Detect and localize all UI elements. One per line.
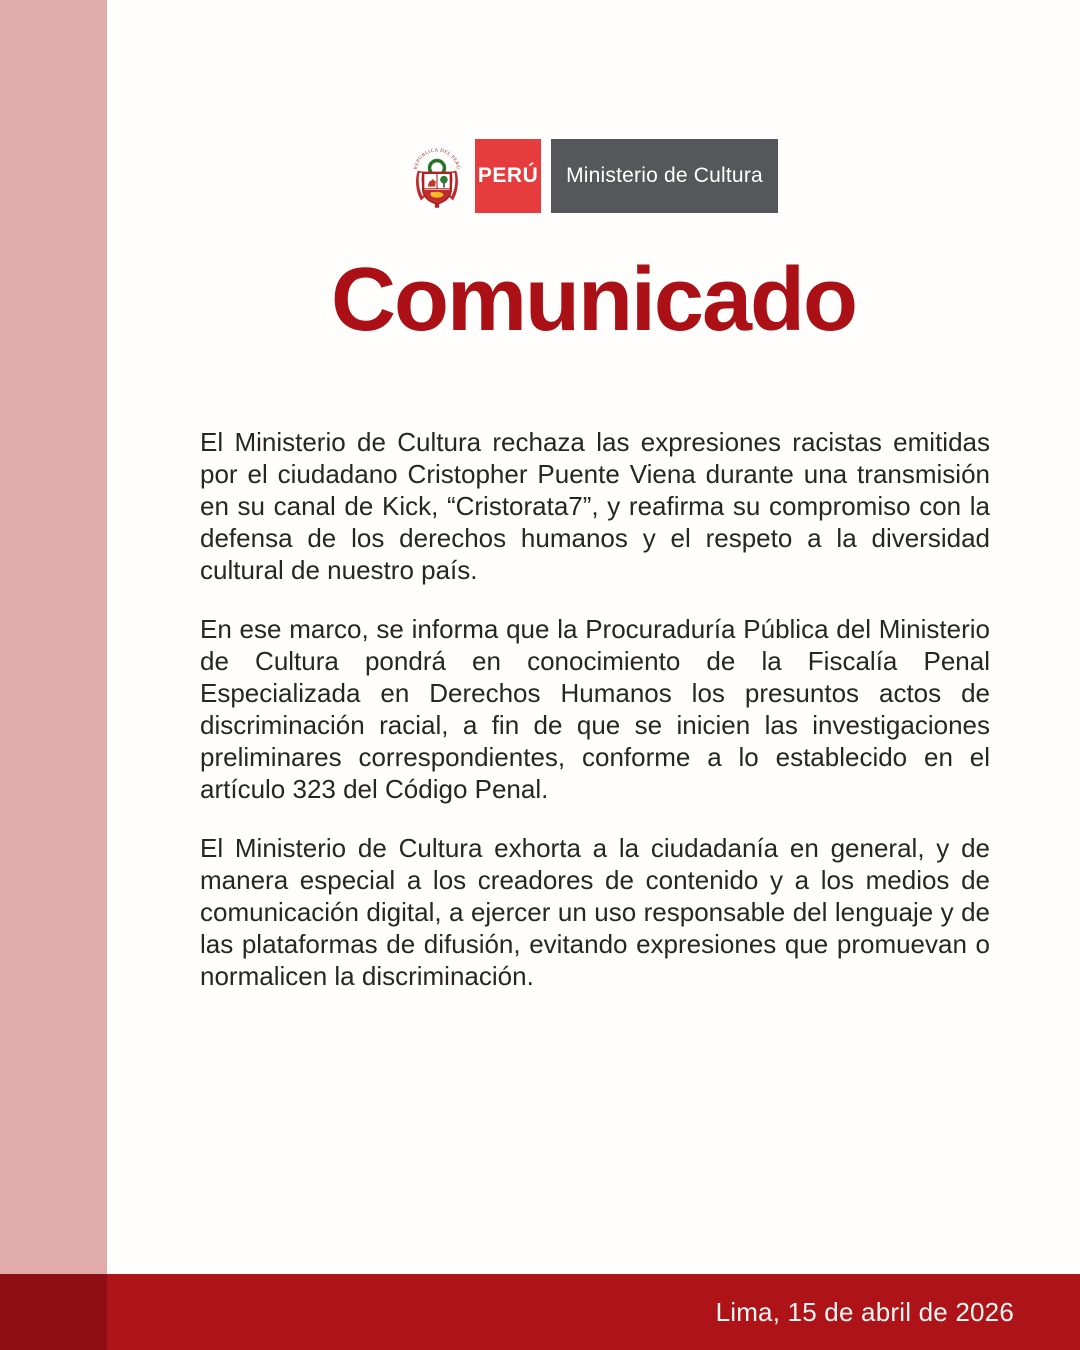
quina-tree [440, 176, 448, 184]
ministry-name: Ministerio de Cultura [551, 139, 778, 213]
footer-accent-square [0, 1274, 107, 1350]
left-accent-bar [0, 0, 107, 1274]
footer-bar [0, 1274, 1080, 1350]
communique-body [200, 426, 990, 1019]
dateline: Lima, 15 de abril de 2026 [715, 1296, 1014, 1327]
page-title: Comunicado [330, 250, 856, 350]
paragraph-3: El Ministerio de Cultura exhorta a la ciudadanía en general, y de manera especial a los creadores de contenido y a los medios de comunicación digital, a ejercer un uso responsable del lenguaje y de las plataformas de difusión, evitando expresiones que promuevan o normalicen la discriminación. [200, 833, 990, 991]
knot [435, 204, 439, 208]
peru-wordmark: PERÚ [475, 139, 541, 213]
ministry-logo [107, 139, 1080, 213]
peru-coat-of-arms-icon [409, 143, 465, 209]
paragraph-2: En ese marco, se informa que la Procuraduría Pública del Ministerio de Cultura pondrá en conocimiento de la Fiscalía Penal Especializada en Derechos Humanos los presuntos actos de discriminación racial, a fin de que se inicien las investigaciones preliminares correspondientes, conforme a lo establecido en el artículo 323 del Código Penal. [200, 614, 990, 804]
paragraph-1: El Ministerio de Cultura rechaza las expresiones racistas emitidas por el ciudadano Cristopher Puente Viena durante una transmisión en su canal de Kick, “Cristorata7”, y reafirma su compromiso con la defensa de los derechos humanos y el respeto a la diversidad cultural de nuestro país. [200, 427, 990, 585]
seal-text: REPÚBLICA DEL PERÚ [413, 148, 461, 171]
